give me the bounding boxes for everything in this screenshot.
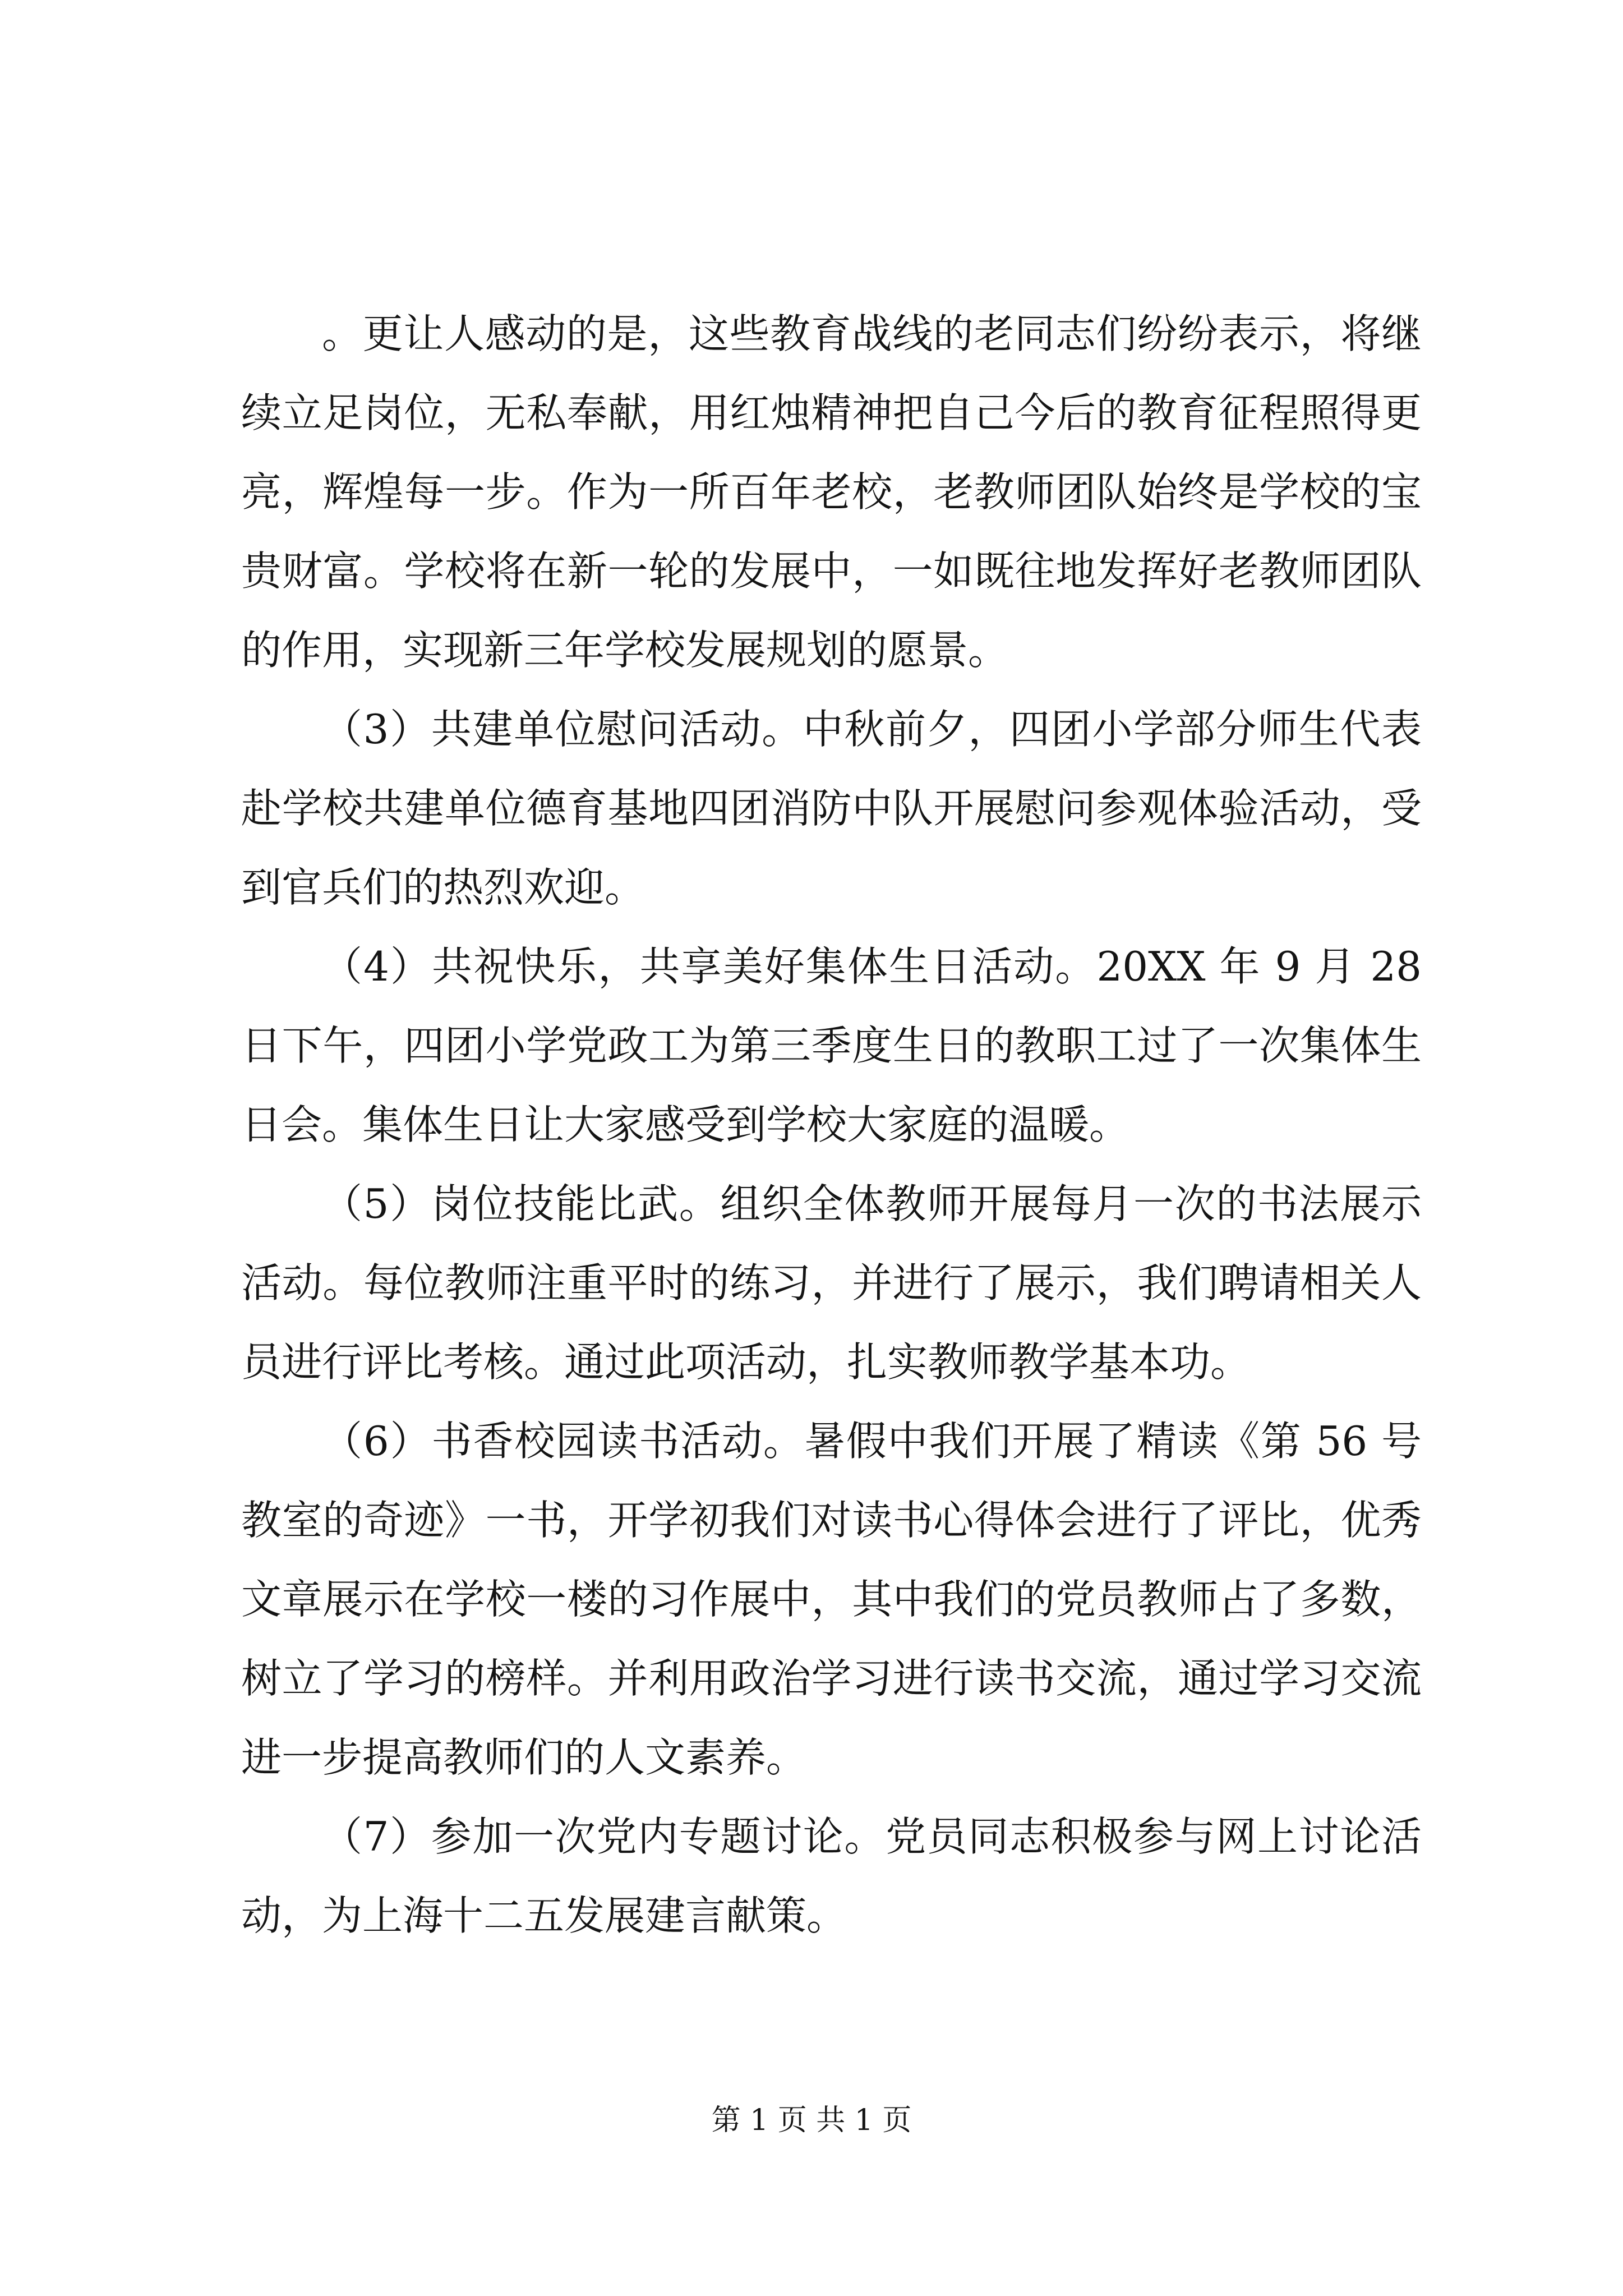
paragraph-item-4: （4）共祝快乐，共享美好集体生日活动。20XX 年 9 月 28 日下午，四团小学党政工为第三季度生日的教职工过了一次集体生日会。集体生日让大家感受到学校大家庭的温暖。: [241, 943, 1422, 1148]
paragraph-continuation: 。更让人感动的是，这些教育战线的老同志们纷纷表示，将继续立足岗位，无私奉献，用红烛精神把自己今后的教育征程照得更亮，辉煌每一步。作为一所百年老校，老教师团队始终是学校的宝贵财富。学校将在新一轮的发展中，一如既往地发挥好老教师团队的作用，实现新三年学校发展规划的愿景。: [241, 310, 1422, 674]
paragraph-item-3: （3）共建单位慰问活动。中秋前夕，四团小学部分师生代表赴学校共建单位德育基地四团消防中队开展慰问参观体验活动，受到官兵们的热烈欢迎。: [241, 706, 1422, 911]
paragraph-item-6: （6）书香校园读书活动。暑假中我们开展了精读《第 56 号教室的奇迹》一书，开学初我们对读书心得体会进行了评比，优秀文章展示在学校一楼的习作展中，其中我们的党员教师占了多数，树立了学习的榜样。并利用政治学习进行读书交流，通过学习交流进一步提高教师们的人文素养。: [241, 1418, 1422, 1781]
page-footer: 第 1 页 共 1 页: [711, 2104, 912, 2137]
document-body: [241, 295, 1422, 1955]
paragraph-item-7: （7）参加一次党内专题讨论。党员同志积极参与网上讨论活动，为上海十二五发展建言献策。: [241, 1813, 1422, 1939]
paragraph-item-5: （5）岗位技能比武。组织全体教师开展每月一次的书法展示活动。每位教师注重平时的练习，并进行了展示，我们聘请相关人员进行评比考核。通过此项活动，扎实教师教学基本功。: [241, 1180, 1422, 1386]
